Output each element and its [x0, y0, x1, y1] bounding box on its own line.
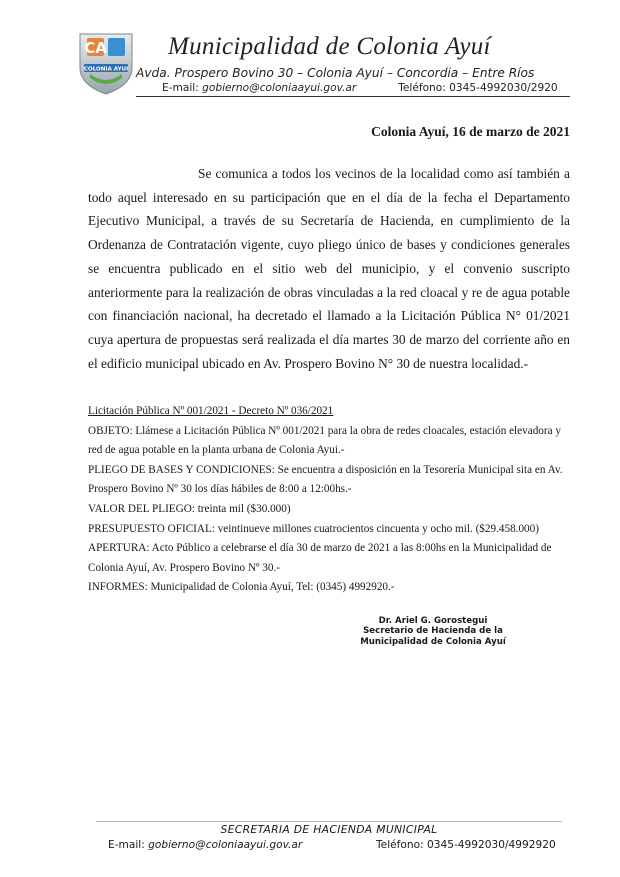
logo-text: COLONIA AYUI — [83, 66, 129, 73]
signature-role-line1: Secretario de Hacienda de la — [363, 626, 503, 637]
footer-email-line — [108, 839, 302, 851]
header-contact — [162, 82, 558, 94]
footer-email: gobierno@coloniaayui.gov.ar — [148, 839, 303, 851]
licitacion-section — [88, 402, 570, 598]
header-divider — [136, 96, 570, 97]
document-date: Colonia Ayuí, 16 de marzo de 2021 — [371, 124, 570, 139]
footer-email-label: E-mail: — [108, 839, 149, 851]
licitacion-apertura: APERTURA: Acto Público a celebrarse el día 30 de marzo de 2021 a las 8:00hs en la Municipalidad de Colonia Ayuí, Av. Prospero Bovino Nº 30.- — [88, 542, 552, 574]
signature-role-line2: Municipalidad de Colonia Ayuí — [360, 636, 506, 647]
announcement-paragraph: Se comunica a todos los vecinos de la localidad como así también a todo aquel interesado en su participación que en el día de la fecha el Departamento Ejecutivo Municipal, a través de su Secretaría de Hacienda, en cumplimiento de la Ordenanza de Contratación vigente, cuyo pliego único de bases y condiciones generales se encuentra publicado en el sitio web del municipio, y el convenio suscripto anteriormente para la realización de obras vinculadas a la red cloacal y re de agua potable con financiación nacional, ha decretado el llamado a la Licitación Pública N° 01/2021 cuya apertura de propuestas será realizada el día martes 30 de marzo del corriente año en el edificio municipal ubicado en Av. Prospero Bovino N° 30 de nuestra localidad.- — [88, 166, 570, 371]
licitacion-presupuesto: PRESUPUESTO OFICIAL: veintinueve millones cuatrocientos cincuenta y ocho mil. ($29.458.000) — [88, 522, 539, 535]
logo-letters: CA — [84, 39, 107, 57]
footer-office: SECRETARIA DE HACIENDA MUNICIPAL — [220, 823, 438, 836]
signature-block — [348, 616, 518, 647]
footer-phone: Teléfono: 0345-4992030/4992920 — [376, 839, 556, 851]
header-email-label: E-mail: — [162, 82, 203, 94]
licitacion-valor: VALOR DEL PLIEGO: treinta mil ($30.000) — [88, 502, 291, 515]
licitacion-pliego: PLIEGO DE BASES Y CONDICIONES: Se encuentra a disposición en la Tesorería Municipal sita en Av. Prospero Bovino Nº 30 los días hábiles de 8:00 a 12:00hs.- — [88, 463, 563, 496]
municipality-logo — [74, 30, 138, 96]
header-phone: Teléfono: 0345-4992030/2920 — [398, 82, 558, 94]
municipality-address: Avda. Prospero Bovino 30 – Colonia Ayuí – Concordia – Entre Ríos — [136, 66, 535, 80]
footer-divider — [96, 821, 562, 822]
licitacion-objeto: OBJETO: Llámese a Licitación Pública Nº 001/2021 para la obra de redes cloacales, estación elevadora y red de agua potable en la planta urbana de Colonia Ayui.- — [88, 424, 561, 457]
signature-name: Dr. Ariel G. Gorostegui — [378, 616, 488, 626]
licitacion-informes: INFORMES: Municipalidad de Colonia Ayuí, Tel: (0345) 4992920.- — [88, 581, 395, 594]
municipality-title: Municipalidad de Colonia Ayuí — [168, 33, 491, 60]
header-email: gobierno@coloniaayui.gov.ar — [202, 82, 357, 94]
licitacion-heading: Licitación Pública Nº 001/2021 - Decreto Nº 036/2021 — [88, 405, 334, 417]
